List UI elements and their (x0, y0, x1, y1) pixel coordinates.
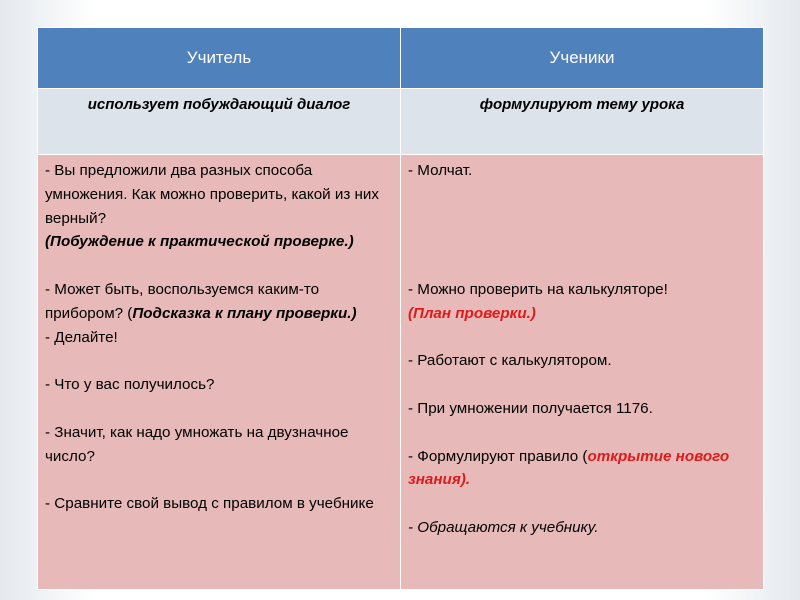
body-row (38, 155, 764, 590)
header-teacher-label: Учитель (186, 48, 252, 67)
spacer (45, 254, 394, 278)
spacer (408, 183, 757, 207)
teacher-question-1: - Вы предложили два разных способа умножения. Как можно проверить, какой из них верный? (45, 162, 379, 227)
subheader-teacher (38, 89, 401, 155)
spacer (408, 230, 757, 254)
students-answer-2: - Можно проверить на калькуляторе! (408, 280, 668, 298)
spacer (408, 492, 757, 516)
students-note-2: (План проверки.) (408, 304, 536, 322)
lesson-table (37, 27, 764, 590)
header-row (38, 28, 764, 89)
spacer (45, 468, 394, 492)
students-answer-6: - Обращаются к учебнику. (408, 518, 599, 536)
subheader-row (38, 89, 764, 155)
teacher-question-2-text: - Может быть, воспользуемся каким-то прибором? ( (45, 280, 320, 322)
spacer (408, 254, 757, 278)
spacer (408, 207, 757, 231)
teacher-question-3: - Делайте! (45, 328, 118, 346)
teacher-question-6: - Сравните свой вывод с правилом в учебнике (45, 495, 374, 513)
header-students (401, 28, 764, 89)
header-students-label: Ученики (549, 48, 615, 67)
spacer (45, 349, 394, 373)
teacher-note-1: (Побуждение к практической проверке.) (45, 233, 354, 251)
students-cell (401, 155, 764, 590)
students-answer-3: - Работают с калькулятором. (408, 352, 612, 370)
students-answer-5-text: - Формулируют правило ( (408, 447, 588, 465)
teacher-question-4: - Что у вас получилось? (45, 376, 215, 394)
spacer (45, 397, 394, 421)
students-note-5: открытие нового знания). (408, 447, 730, 489)
teacher-cell (38, 155, 401, 590)
students-answer-5 (408, 445, 757, 493)
teacher-question-5: - Значит, как надо умножать на двузначное число? (45, 423, 349, 465)
students-answer-1: - Молчат. (408, 162, 473, 179)
spacer (408, 326, 757, 350)
subheader-teacher-label: использует побуждающий диалог (87, 96, 351, 113)
subheader-students (401, 89, 764, 155)
teacher-question-2 (45, 278, 394, 326)
subheader-students-label: формулируют тему урока (479, 96, 685, 113)
spacer (408, 373, 757, 397)
students-answer-4: - При умножении получается 1176. (408, 399, 653, 417)
spacer (408, 421, 757, 445)
header-teacher (38, 28, 401, 89)
teacher-note-2: Подсказка к плану проверки.) (132, 304, 357, 322)
